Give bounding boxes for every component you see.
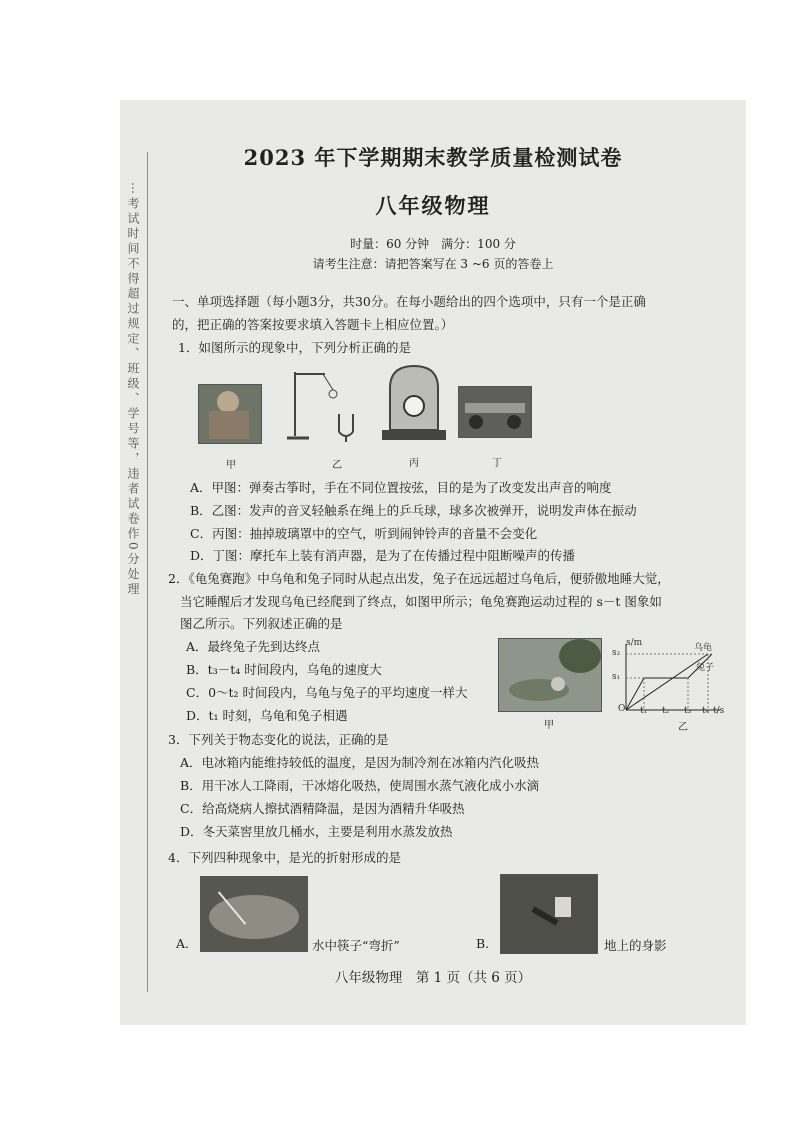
q4-option-b-text: 地上的身影: [604, 938, 667, 953]
q3-option-c: C．给高烧病人擦拭酒精降温，是因为酒精升华吸热: [180, 801, 465, 816]
q1-label-ding: 丁: [492, 458, 502, 469]
q1-label-yi: 乙: [332, 460, 342, 471]
graph-x-tick-t4: t₄: [702, 706, 710, 716]
q3-option-b: B．用干冰人工降雨，干冰熔化吸热，使周围水蒸气液化成小水滴: [180, 778, 540, 793]
graph-x-tick-t3: t₃: [684, 706, 692, 716]
q1-option-a: A．甲图：弹奏古筝时，手在不同位置按弦，目的是为了改变发出声音的响度: [190, 480, 612, 495]
q1-figure-bing: [380, 362, 448, 444]
binding-line: [147, 152, 148, 992]
q3-option-a: A．电冰箱内能维持较低的温度，是因为制冷剂在冰箱内汽化吸热: [180, 755, 540, 770]
q1-stem: 1．如图所示的现象中，下列分析正确的是: [178, 340, 411, 355]
q2-stem-line2: 当它睡醒后才发现乌龟已经爬到了终点，如图甲所示；龟兔赛跑运动过程的 s－t 图象如: [180, 594, 662, 609]
q2-stem-line3: 图乙所示。下列叙述正确的是: [180, 616, 343, 631]
q1-label-jia: 甲: [226, 460, 236, 471]
page-footer: 八年级物理 第 1 页（共 6 页）: [334, 970, 532, 986]
binding-margin-note: ⋯考试时间不得超过规定、班级、学号等，违者试卷作0分处理: [126, 182, 140, 598]
q2-option-d: D．t₁ 时刻，乌龟和兔子相遇: [186, 708, 348, 723]
q4-option-a-text: 水中筷子“弯折”: [312, 938, 400, 953]
graph-x-tick-t2: t₂: [662, 706, 670, 716]
q4-stem: 4．下列四种现象中，是光的折射形成的是: [168, 850, 401, 865]
q1-option-b: B．乙图：发声的音叉轻触系在绳上的乒乓球，球多次被弹开，说明发声体在振动: [190, 503, 637, 518]
q4-image-b: [500, 874, 598, 954]
graph-x-label: t/s: [713, 706, 725, 716]
graph-turtle-label: 乌龟: [694, 643, 713, 653]
q1-label-bing: 丙: [409, 458, 419, 469]
exam-subject: 八年级物理: [375, 193, 491, 218]
graph-y-tick-s2: s₂: [612, 648, 621, 658]
graph-y-tick-s1: s₁: [612, 672, 621, 682]
q1-figure-yi: [285, 366, 367, 444]
q4-option-a-letter: A.: [176, 936, 190, 951]
q1-option-d: D．丁图：摩托车上装有消声器，是为了在传播过程中阻断噪声的传播: [190, 548, 576, 563]
q2-stem-line1: 2．《龟兔赛跑》中乌龟和兔子同时从起点出发，兔子在远远超过乌龟后，便骄傲地睡大觉，: [168, 571, 670, 586]
q3-stem: 3．下列关于物态变化的说法，正确的是: [168, 732, 389, 747]
q4-image-a: [200, 876, 308, 952]
q2-figure-jia: [498, 638, 602, 712]
q2-label-yi: 乙: [678, 722, 688, 733]
graph-x-tick-t1: t₁: [640, 706, 648, 716]
section-heading-line2: 的，把正确的答案按要求填入答题卡上相应位置。）: [172, 317, 454, 332]
q2-st-graph: [614, 640, 726, 716]
q1-figure-ding: [458, 386, 532, 438]
q1-option-c: C．丙图：抽掉玻璃罩中的空气，听到闹钟铃声的音量不会变化: [190, 526, 538, 541]
q2-option-c: C．0～t₂ 时间段内，乌龟与兔子的平均速度一样大: [186, 685, 468, 700]
q4-option-b-letter: B.: [476, 936, 490, 951]
graph-rabbit-label: 兔子: [696, 663, 715, 673]
q1-figure-jia: [198, 384, 262, 444]
exam-title: 2023 年下学期期末教学质量检测试卷: [243, 145, 623, 170]
q2-label-jia: 甲: [544, 720, 554, 731]
q2-option-a: A．最终兔子先到达终点: [186, 639, 321, 654]
graph-y-label: s/m: [626, 638, 643, 648]
exam-notice: 请考生注意：请把答案写在 3 ~6 页的答卷上: [312, 257, 554, 271]
graph-origin: O: [618, 704, 626, 714]
time-limit: 时量：60 分钟 满分：100 分: [350, 237, 516, 251]
q2-option-b: B．t₃－t₄ 时间段内，乌龟的速度大: [186, 662, 382, 677]
section-heading-line1: 一、单项选择题（每小题3分，共30分。在每小题给出的四个选项中，只有一个是正确: [172, 294, 646, 309]
exam-page: [120, 100, 746, 1025]
q3-option-d: D．冬天菜窖里放几桶水，主要是利用水蒸发放热: [180, 824, 453, 839]
